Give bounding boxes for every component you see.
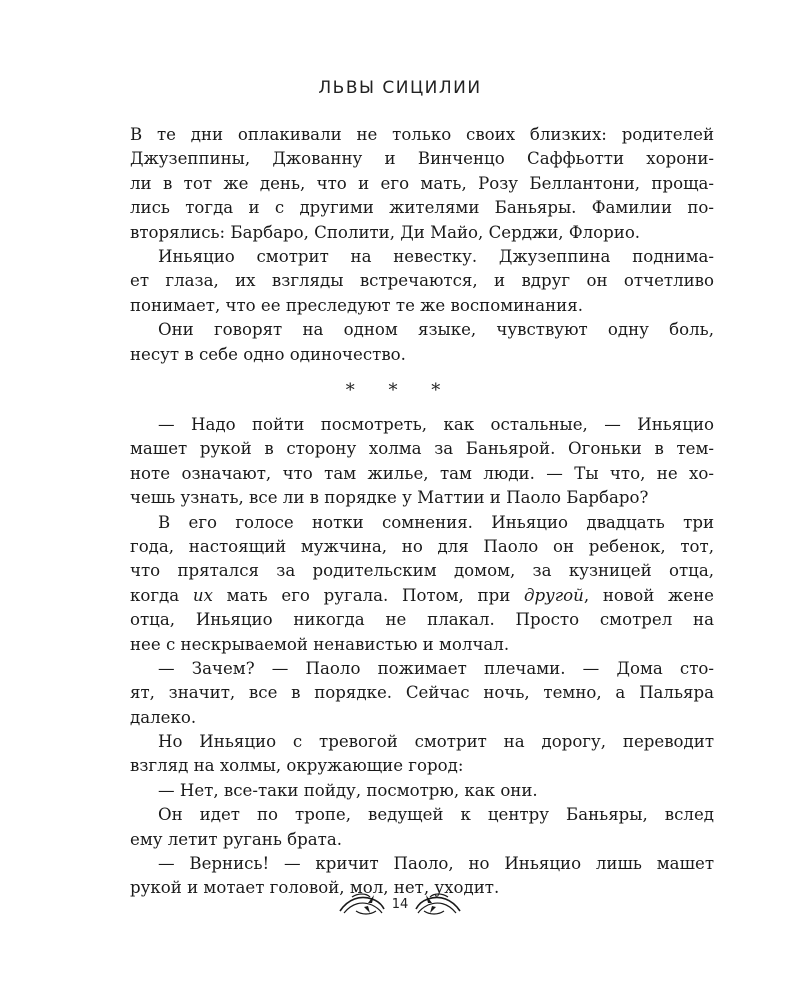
text-line: машет рукой в сторону холма за Баньярой. Огоньки в тем- — [130, 439, 714, 459]
page-number: 14 — [391, 896, 409, 912]
text-line: Джузеппины, Джованну и Винченцо Саффьотти хорони- — [130, 149, 714, 169]
text-line: ноте означают, что там жилье, там люди. — Ты что, не хо- — [130, 463, 714, 483]
page-footer — [0, 886, 800, 922]
text-line: ли в тот же день, что и его мать, Розу Беллантони, проща- — [130, 173, 714, 193]
text-line — [130, 584, 714, 608]
text-line: далеко. — [130, 707, 197, 727]
text-line: ет глаза, их взгляды встречаются, и вдруг он отчетливо — [130, 271, 714, 291]
text-line: Он идет по тропе, ведущей к центру Баньяры, вслед — [158, 805, 714, 825]
text-line: отца, Иньяцио никогда не плакал. Просто смотрел на — [130, 610, 714, 630]
text-line: Но Иньяцио с тревогой смотрит на дорогу, переводит — [158, 732, 714, 752]
text-line: рукой и мотает головой, мол, нет, уходит. — [130, 878, 500, 898]
text-block-top — [130, 123, 714, 367]
flourish-left-icon — [338, 889, 386, 919]
text-line: — Вернись! — кричит Паоло, но Иньяцио лишь машет — [158, 854, 714, 874]
text-line: Они говорят на одном языке, чувствуют одну боль, — [158, 320, 714, 340]
section-break: * * * — [345, 380, 455, 401]
text-line: В те дни оплакивали не только своих близких: родителей — [130, 125, 714, 144]
text-line: что прятался за родительским домом, за кузницей отца, — [130, 561, 714, 581]
text-block-bottom — [130, 413, 714, 901]
text-line: понимает, что ее преследуют те же воспоминания. — [130, 295, 583, 315]
text-line: лись тогда и с другими жителями Баньяры. Фамилии по- — [130, 198, 714, 218]
text-line: ят, значит, все в порядке. Сейчас ночь, темно, а Пальяра — [130, 683, 714, 703]
text-line: взгляд на холмы, окружающие город: — [130, 756, 464, 776]
text-line: Иньяцио смотрит на невестку. Джузеппина поднима- — [158, 246, 714, 266]
text-run: мать его ругала. Потом, при — [212, 585, 525, 605]
text-line: — Нет, все-таки пойду, посмотрю, как они. — [158, 780, 538, 800]
emphasis-text: другой — [524, 585, 584, 605]
flourish-right-icon — [414, 889, 462, 919]
text-line: вторялись: Барбаро, Сполити, Ди Майо, Серджи, Флорио. — [130, 222, 641, 242]
text-line: года, настоящий мужчина, но для Паоло он ребенок, тот, — [130, 536, 714, 556]
running-header: ЛЬВЫ СИЦИЛИИ — [318, 78, 482, 98]
text-line: В его голосе нотки сомнения. Иньяцио двадцать три — [158, 512, 714, 532]
text-line: нее с нескрываемой ненавистью и молчал. — [130, 634, 510, 654]
text-run: , новой жене — [583, 585, 714, 605]
text-line: несут в себе одно одиночество. — [130, 344, 406, 364]
text-line: чешь узнать, все ли в порядке у Маттии и Паоло Барбаро? — [130, 488, 649, 508]
text-line: — Надо пойти посмотреть, как остальные, — Иньяцио — [158, 415, 714, 434]
emphasis-text: их — [192, 585, 213, 605]
text-line: — Зачем? — Паоло пожимает плечами. — Дома сто- — [158, 658, 714, 678]
text-line: ему летит ругань брата. — [130, 829, 343, 849]
text-run: когда — [130, 585, 193, 605]
